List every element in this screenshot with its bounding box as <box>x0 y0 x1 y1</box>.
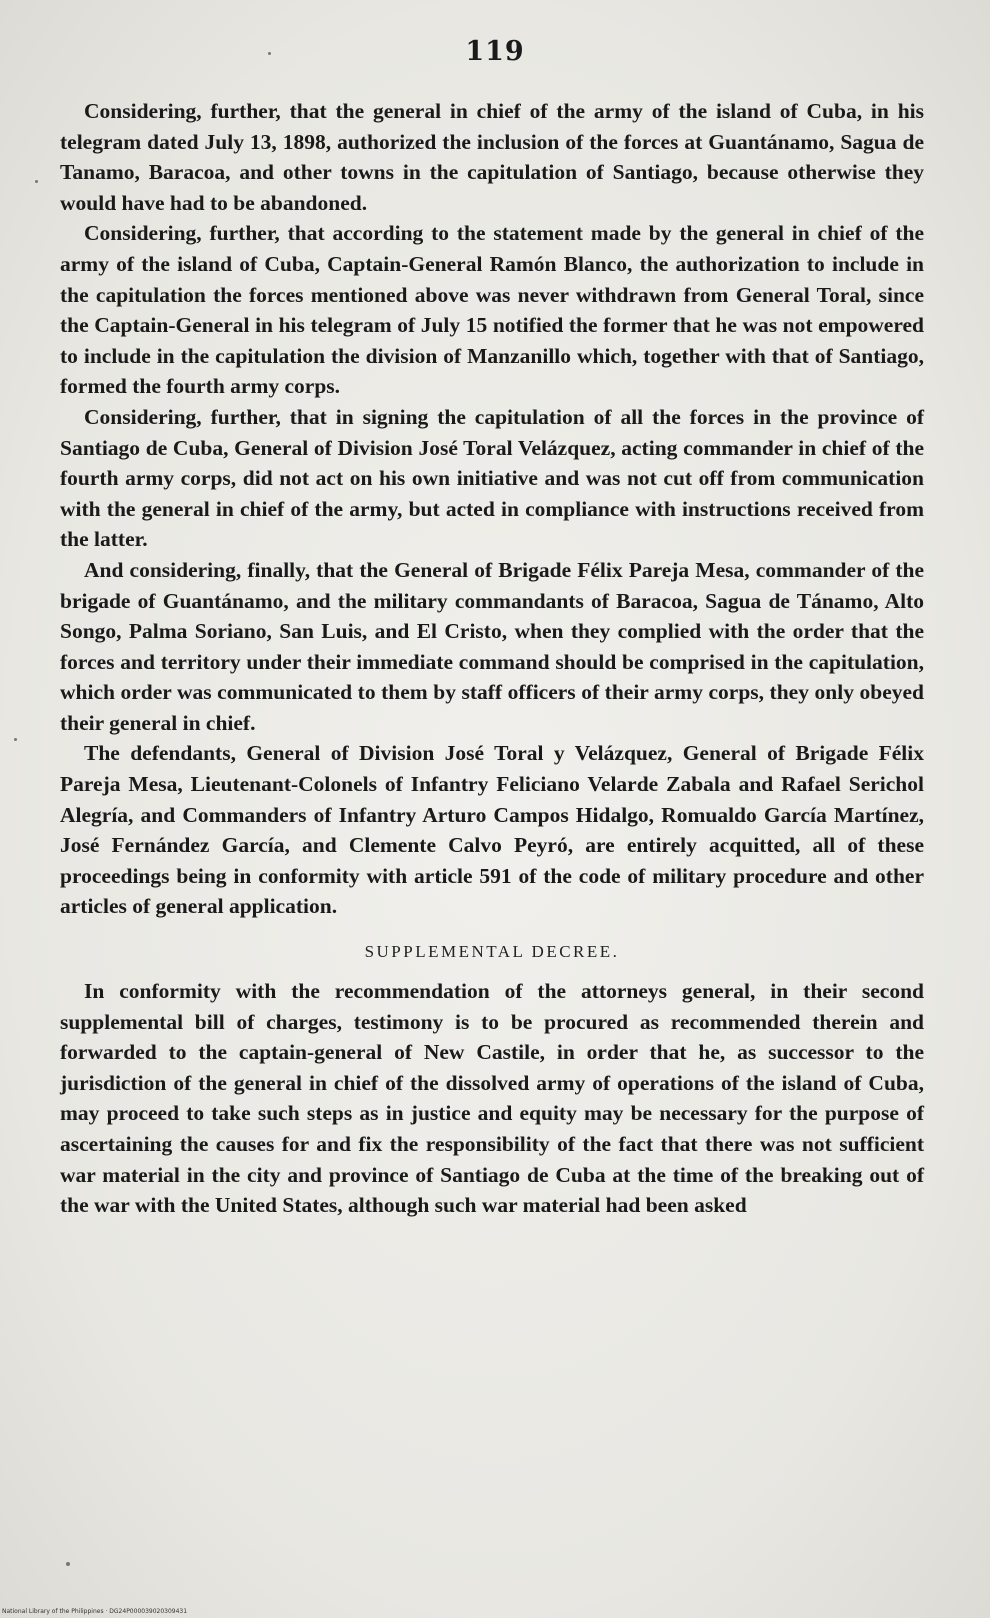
page-body <box>60 96 924 1221</box>
supplemental-decree-paragraph: In conformity with the recommendation of the attorneys general, in their second supplemental bill of charges, testimony is to be procured as recommended therein and forwarded to the captain-general of New Castile, in order that he, as successor to the jurisdiction of the general in chief of the dissolved army of operations of the island of Cuba, may proceed to take such steps as in justice and equity may be necessary for the purpose of ascertaining the causes for and fix the responsibility of the fact that there was not sufficient war material in the city and province of Santiago de Cuba at the time of the breaking out of the war with the United States, although such war material had been asked <box>60 979 924 1218</box>
scan-speck <box>268 52 271 55</box>
paragraph-2: Considering, further, that according to the statement made by the general in chief of the army of the island of Cuba, Captain-General Ramón Blanco, the authorization to include in the capitulation the forces mentioned above was never withdrawn from General Toral, since the Captain-General in his telegram of July 15 notified the former that he was not empowered to include in the capitulation the division of Manzanillo which, together with that of Santiago, formed the fourth army corps. <box>60 221 924 399</box>
paragraph-5: The defendants, General of Division José Toral y Velázquez, General of Brigade Félix Pareja Mesa, Lieutenant-Colonels of Infantry Feliciano Velarde Zabala and Rafael Serichol Alegría, and Commanders of Infantry Arturo Campos Hidalgo, Romualdo García Martínez, José Fernández García, and Clemente Calvo Peyró, are entirely acquitted, all of these proceedings being in conformity with article 591 of the code of military procedure and other articles of general application. <box>60 741 924 919</box>
scan-credit: National Library of the Philippines · DG24P000039020309431 <box>2 1608 188 1615</box>
supplemental-decree-heading: SUPPLEMENTAL DECREE. <box>364 942 620 962</box>
page-number: 119 <box>465 36 525 67</box>
paragraph-3: Considering, further, that in signing the capitulation of all the forces in the province of Santiago de Cuba, General of Division José Toral Velázquez, acting commander in chief of the fourth army corps, did not act on his own initiative and was not cut off from communication with the general in chief of the army, but acted in compliance with instructions received from the latter. <box>60 404 924 552</box>
scan-speck <box>66 1562 70 1566</box>
scan-speck <box>35 180 38 183</box>
paragraph-4: And considering, finally, that the General of Brigade Félix Pareja Mesa, commander of the brigade of Guantánamo, and the military commandants of Baracoa, Sagua de Tánamo, Alto Songo, Palma Soriano, San Luis, and El Cristo, when they complied with the order that the forces and territory under their immediate command should be comprised in the capitulation, which order was communicated to them by staff officers of their army corps, they only obeyed their general in chief. <box>60 557 924 735</box>
paragraph-1: Considering, further, that the general in chief of the army of the island of Cuba, in his telegram dated July 13, 1898, authorized the inclusion of the forces at Guantánamo, Sagua de Tanamo, Baracoa, and other towns in the capitulation of Santiago, because otherwise they would have had to be abandoned. <box>60 99 924 215</box>
scan-speck <box>14 738 17 741</box>
